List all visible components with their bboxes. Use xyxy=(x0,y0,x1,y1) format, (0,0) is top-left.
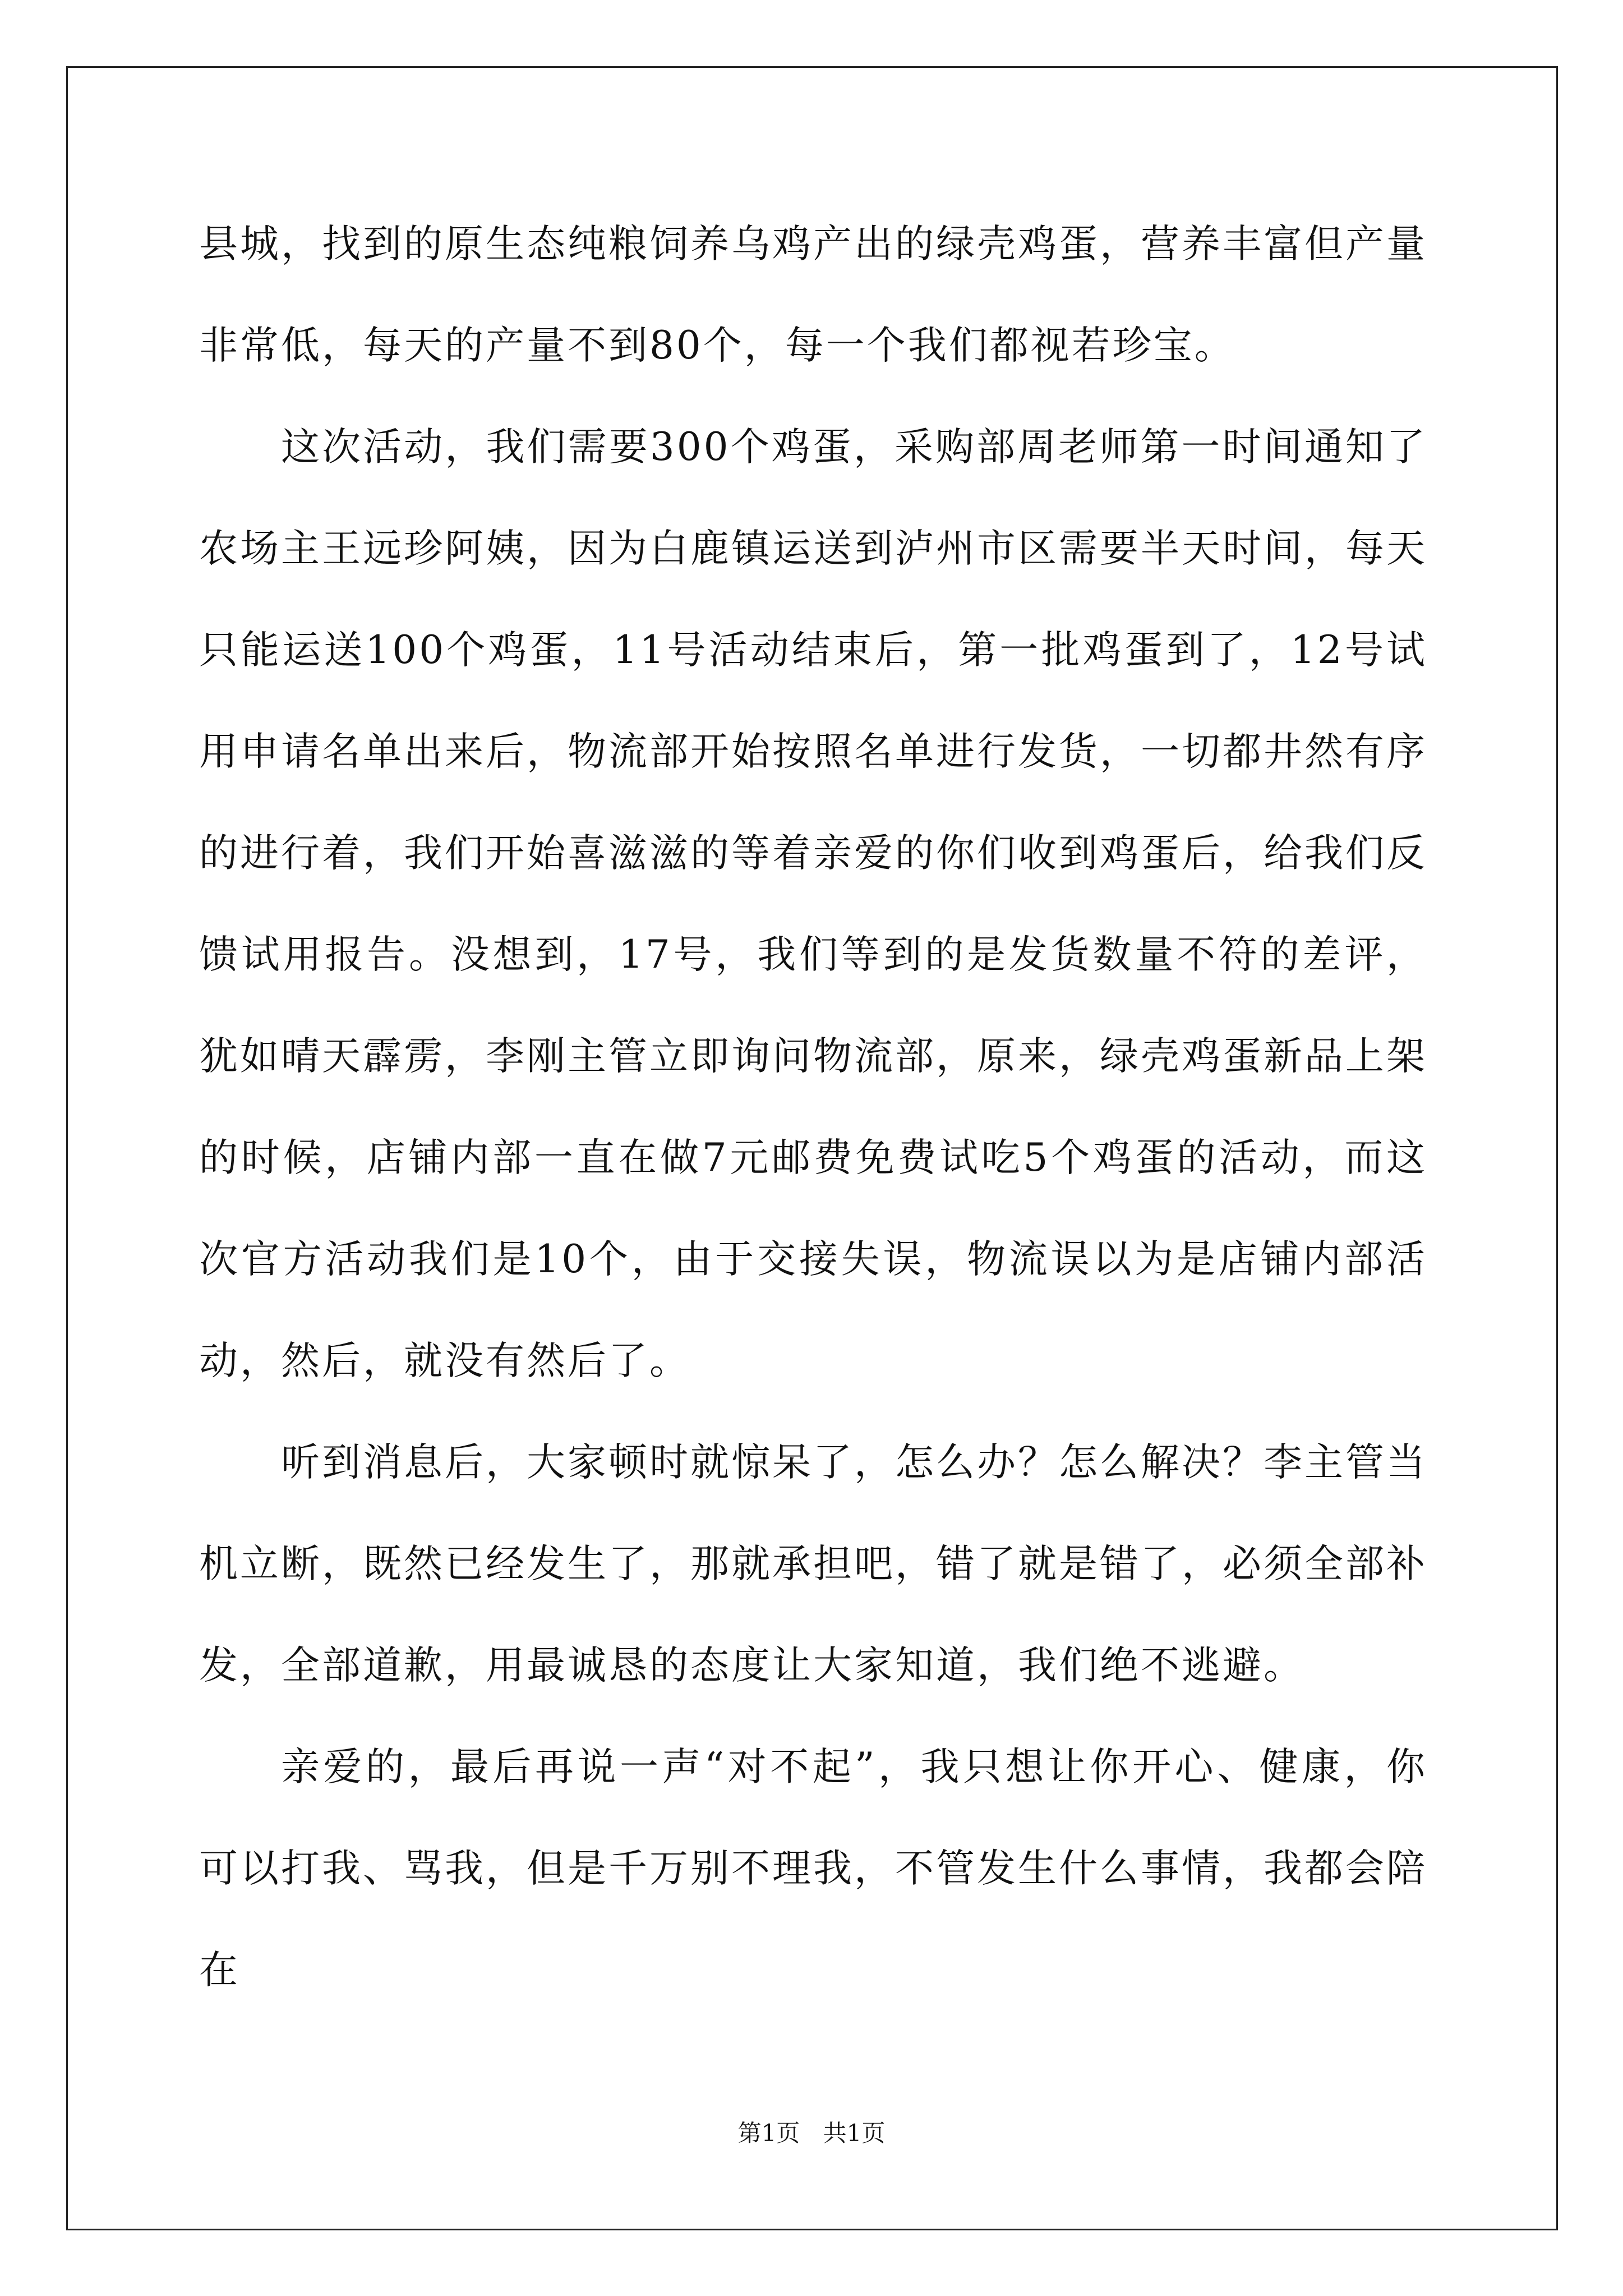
page-number: 第1页 xyxy=(737,2119,800,2147)
document-body xyxy=(199,194,1427,2021)
paragraph-2: 这次活动，我们需要300个鸡蛋，采购部周老师第一时间通知了农场主王远珍阿姨，因为白鹿镇运送到泸州市区需要半天时间，每天只能运送100个鸡蛋，11号活动结束后，第一批鸡蛋到了，12号试用申请名单出来后，物流部开始按照名单进行发货，一切都井然有序的进行着，我们开始喜滋滋的等着亲爱的你们收到鸡蛋后，给我们反馈试用报告。没想到，17号，我们等到的是发货数量不符的差评，犹如晴天霹雳，李刚主管立即询问物流部，原来，绿壳鸡蛋新品上架的时候，店铺内部一直在做7元邮费免费试吃5个鸡蛋的活动，而这次官方活动我们是10个，由于交接失误，物流误以为是店铺内部活动，然后，就没有然后了。 xyxy=(199,425,1427,1383)
page-total: 共1页 xyxy=(823,2119,886,2147)
page-footer xyxy=(0,2115,1623,2148)
paragraph-1: 县城，找到的原生态纯粮饲养乌鸡产出的绿壳鸡蛋，营养丰富但产量非常低，每天的产量不到80个，每一个我们都视若珍宝。 xyxy=(199,222,1427,368)
paragraph-4: 亲爱的，最后再说一声“对不起”，我只想让你开心、健康，你可以打我、骂我，但是千万别不理我，不管发生什么事情，我都会陪在 xyxy=(199,1745,1427,1993)
paragraph-3: 听到消息后，大家顿时就惊呆了，怎么办？怎么解决？李主管当机立断，既然已经发生了，那就承担吧，错了就是错了，必须全部补发，全部道歉，用最诚恳的态度让大家知道，我们绝不逃避。 xyxy=(199,1440,1427,1688)
